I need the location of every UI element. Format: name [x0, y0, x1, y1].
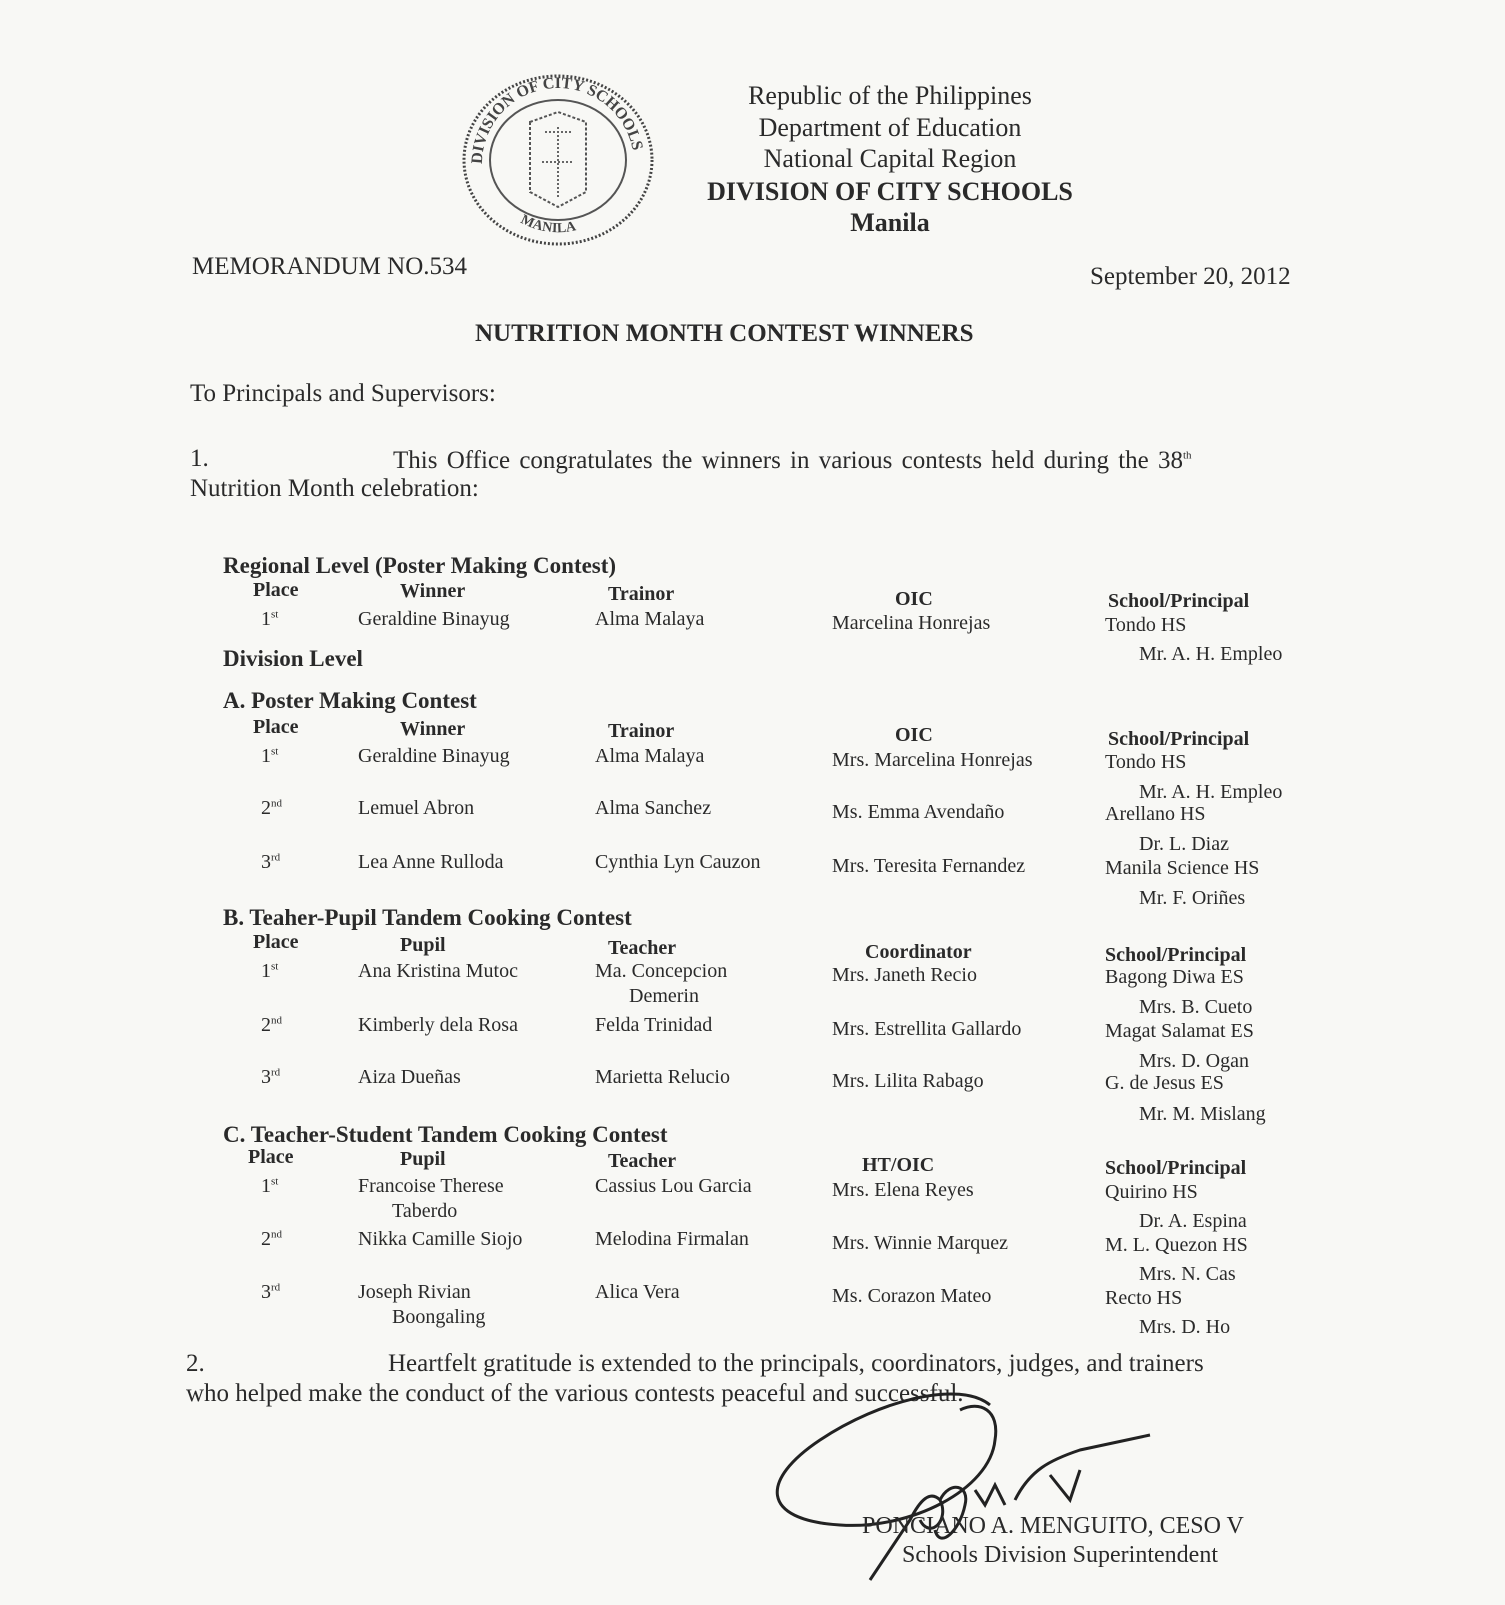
winner-name: Joseph Rivian — [358, 1281, 471, 1303]
place-suffix: nd — [271, 797, 282, 810]
column-header: Winner — [400, 718, 466, 740]
column-header: Place — [253, 931, 299, 953]
place-suffix: st — [271, 608, 279, 621]
place-cell — [261, 960, 278, 983]
school-name: Bagong Diwa ES — [1105, 966, 1244, 988]
principal-name: Dr. L. Diaz — [1139, 833, 1229, 855]
teacher-name: Cassius Lou Garcia — [595, 1175, 752, 1197]
svg-text:MANILA — [518, 212, 578, 236]
para1-sup: th — [1183, 449, 1192, 462]
column-header: Pupil — [400, 1148, 446, 1170]
section-title: C. Teacher-Student Tandem Cooking Contest — [223, 1122, 668, 1147]
signatory-name: PONCIANO A. MENGUITO, CESO V — [862, 1513, 1244, 1539]
column-header: Place — [253, 579, 299, 601]
oic-name: Mrs. Lilita Rabago — [832, 1070, 984, 1092]
school-name: G. de Jesus ES — [1105, 1072, 1224, 1094]
seal-text-top: DIVISION OF CITY SCHOOLS — [468, 74, 646, 165]
winner-name: Aiza Dueñas — [358, 1066, 461, 1088]
school-name: Tondo HS — [1105, 614, 1187, 636]
letterhead-department: Department of Education — [758, 113, 1022, 142]
place-number: 1 — [261, 960, 271, 982]
division-seal — [460, 72, 656, 248]
oic-name: Mrs. Elena Reyes — [832, 1179, 974, 1201]
column-header: Trainor — [608, 720, 675, 742]
memorandum-number: MEMORANDUM NO.534 — [192, 253, 468, 280]
section-title: A. Poster Making Contest — [223, 688, 477, 713]
division-level-heading: Division Level — [223, 646, 363, 671]
oic-name: Ms. Emma Avendaño — [832, 801, 1005, 823]
section-title: B. Teaher-Pupil Tandem Cooking Contest — [223, 905, 632, 930]
para1-number: 1. — [190, 445, 209, 472]
school-name: Manila Science HS — [1105, 857, 1260, 879]
place-cell — [261, 608, 278, 631]
place-cell — [261, 1175, 278, 1198]
place-number: 1 — [261, 608, 271, 630]
column-header: Teacher — [608, 1150, 677, 1172]
teacher-name: Ma. Concepcion — [595, 960, 728, 982]
principal-name: Dr. A. Espina — [1139, 1210, 1247, 1232]
para1-line1 — [393, 447, 1192, 475]
place-suffix: nd — [271, 1228, 282, 1241]
place-cell — [261, 797, 282, 820]
oic-name: Mrs. Marcelina Honrejas — [832, 749, 1033, 771]
place-number: 1 — [261, 1175, 271, 1197]
para1-text: This Office congratulates the winners in various contests held during the 38 — [393, 447, 1183, 474]
para2-number: 2. — [186, 1350, 205, 1377]
winner-name: Lemuel Abron — [358, 797, 475, 819]
letterhead-division: DIVISION OF CITY SCHOOLS — [707, 177, 1073, 206]
winner-name: Nikka Camille Siojo — [358, 1228, 523, 1250]
place-cell — [261, 1014, 282, 1037]
column-header: School/Principal — [1105, 944, 1247, 966]
place-suffix: st — [271, 1175, 279, 1188]
winner-name: Geraldine Binayug — [358, 745, 510, 767]
letterhead-region: National Capital Region — [763, 144, 1017, 173]
column-header: HT/OIC — [862, 1154, 935, 1176]
place-number: 2 — [261, 1228, 271, 1250]
place-suffix: st — [271, 960, 279, 973]
memo-date: September 20, 2012 — [1090, 263, 1291, 290]
column-header: OIC — [895, 724, 933, 746]
column-header: Winner — [400, 580, 466, 602]
teacher-name: Alma Malaya — [595, 608, 705, 630]
place-cell — [261, 1281, 280, 1304]
column-header: School/Principal — [1108, 728, 1250, 750]
oic-name: Mrs. Janeth Recio — [832, 964, 977, 986]
winner-name: Lea Anne Rulloda — [358, 851, 504, 873]
place-suffix: rd — [271, 1281, 281, 1294]
column-header: Pupil — [400, 934, 446, 956]
teacher-name: Cynthia Lyn Cauzon — [595, 851, 761, 873]
oic-name: Mrs. Winnie Marquez — [832, 1232, 1009, 1254]
teacher-name: Alica Vera — [595, 1281, 680, 1303]
column-header: School/Principal — [1108, 590, 1250, 612]
place-suffix: rd — [271, 851, 281, 864]
oic-name: Mrs. Estrellita Gallardo — [832, 1018, 1022, 1040]
letterhead-republic: Republic of the Philippines — [748, 81, 1032, 110]
place-suffix: st — [271, 745, 279, 758]
place-suffix: nd — [271, 1014, 282, 1027]
place-number: 2 — [261, 797, 271, 819]
winner-name: Ana Kristina Mutoc — [358, 960, 518, 982]
school-name: Magat Salamat ES — [1105, 1020, 1254, 1042]
place-number: 2 — [261, 1014, 271, 1036]
teacher-name-cont: Demerin — [629, 985, 699, 1007]
letterhead-city: Manila — [850, 208, 930, 237]
column-header: Trainor — [608, 583, 675, 605]
seal-text-bottom: MANILA — [518, 212, 578, 237]
oic-name: Mrs. Teresita Fernandez — [832, 855, 1026, 877]
school-name: Arellano HS — [1105, 803, 1206, 825]
column-header: School/Principal — [1105, 1157, 1247, 1179]
place-number: 1 — [261, 745, 271, 767]
oic-name: Marcelina Honrejas — [832, 612, 991, 634]
principal-name: Mr. F. Oriñes — [1139, 887, 1246, 909]
teacher-name: Melodina Firmalan — [595, 1228, 749, 1250]
place-number: 3 — [261, 1066, 271, 1088]
place-suffix: rd — [271, 1066, 281, 1079]
principal-name: Mr. A. H. Empleo — [1139, 781, 1283, 803]
place-cell — [261, 851, 280, 874]
place-cell — [261, 1066, 280, 1089]
place-number: 3 — [261, 1281, 271, 1303]
teacher-name: Felda Trinidad — [595, 1014, 713, 1036]
teacher-name: Alma Malaya — [595, 745, 705, 767]
svg-text:DIVISION OF CITY SCHOOLS — [469, 75, 646, 164]
winner-name-cont: Boongaling — [392, 1306, 486, 1328]
column-header: Coordinator — [865, 941, 972, 963]
principal-name: Mr. A. H. Empleo — [1139, 643, 1283, 665]
winner-name-cont: Taberdo — [392, 1200, 458, 1222]
school-name: Quirino HS — [1105, 1181, 1198, 1203]
principal-name: Mrs. D. Ho — [1139, 1316, 1231, 1338]
school-name: Recto HS — [1105, 1287, 1183, 1309]
column-header: Teacher — [608, 937, 677, 959]
teacher-name: Alma Sanchez — [595, 797, 712, 819]
section-title: Regional Level (Poster Making Contest) — [223, 553, 617, 578]
winner-name: Francoise Therese — [358, 1175, 504, 1197]
principal-name: Mrs. B. Cueto — [1139, 996, 1253, 1018]
para2-line1: Heartfelt gratitude is extended to the principals, coordinators, judges, and trainers — [388, 1350, 1204, 1377]
principal-name: Mrs. N. Cas — [1139, 1263, 1236, 1285]
place-cell — [261, 745, 278, 768]
para2-line2: who helped make the conduct of the various contests peaceful and successful. — [186, 1380, 964, 1407]
principal-name: Mrs. D. Ogan — [1139, 1050, 1249, 1072]
place-cell — [261, 1228, 282, 1251]
oic-name: Ms. Corazon Mateo — [832, 1285, 992, 1307]
addressee: To Principals and Supervisors: — [190, 380, 496, 407]
memo-title: NUTRITION MONTH CONTEST WINNERS — [475, 320, 974, 347]
place-number: 3 — [261, 851, 271, 873]
column-header: Place — [248, 1146, 294, 1168]
teacher-name: Marietta Relucio — [595, 1066, 730, 1088]
principal-name: Mr. M. Mislang — [1139, 1103, 1266, 1125]
column-header: Place — [253, 716, 299, 738]
winner-name: Kimberly dela Rosa — [358, 1014, 518, 1036]
signatory-position: Schools Division Superintendent — [902, 1542, 1218, 1568]
school-name: Tondo HS — [1105, 751, 1187, 773]
winner-name: Geraldine Binayug — [358, 608, 510, 630]
column-header: OIC — [895, 588, 933, 610]
para1-line2: Nutrition Month celebration: — [190, 475, 479, 502]
school-name: M. L. Quezon HS — [1105, 1234, 1248, 1256]
